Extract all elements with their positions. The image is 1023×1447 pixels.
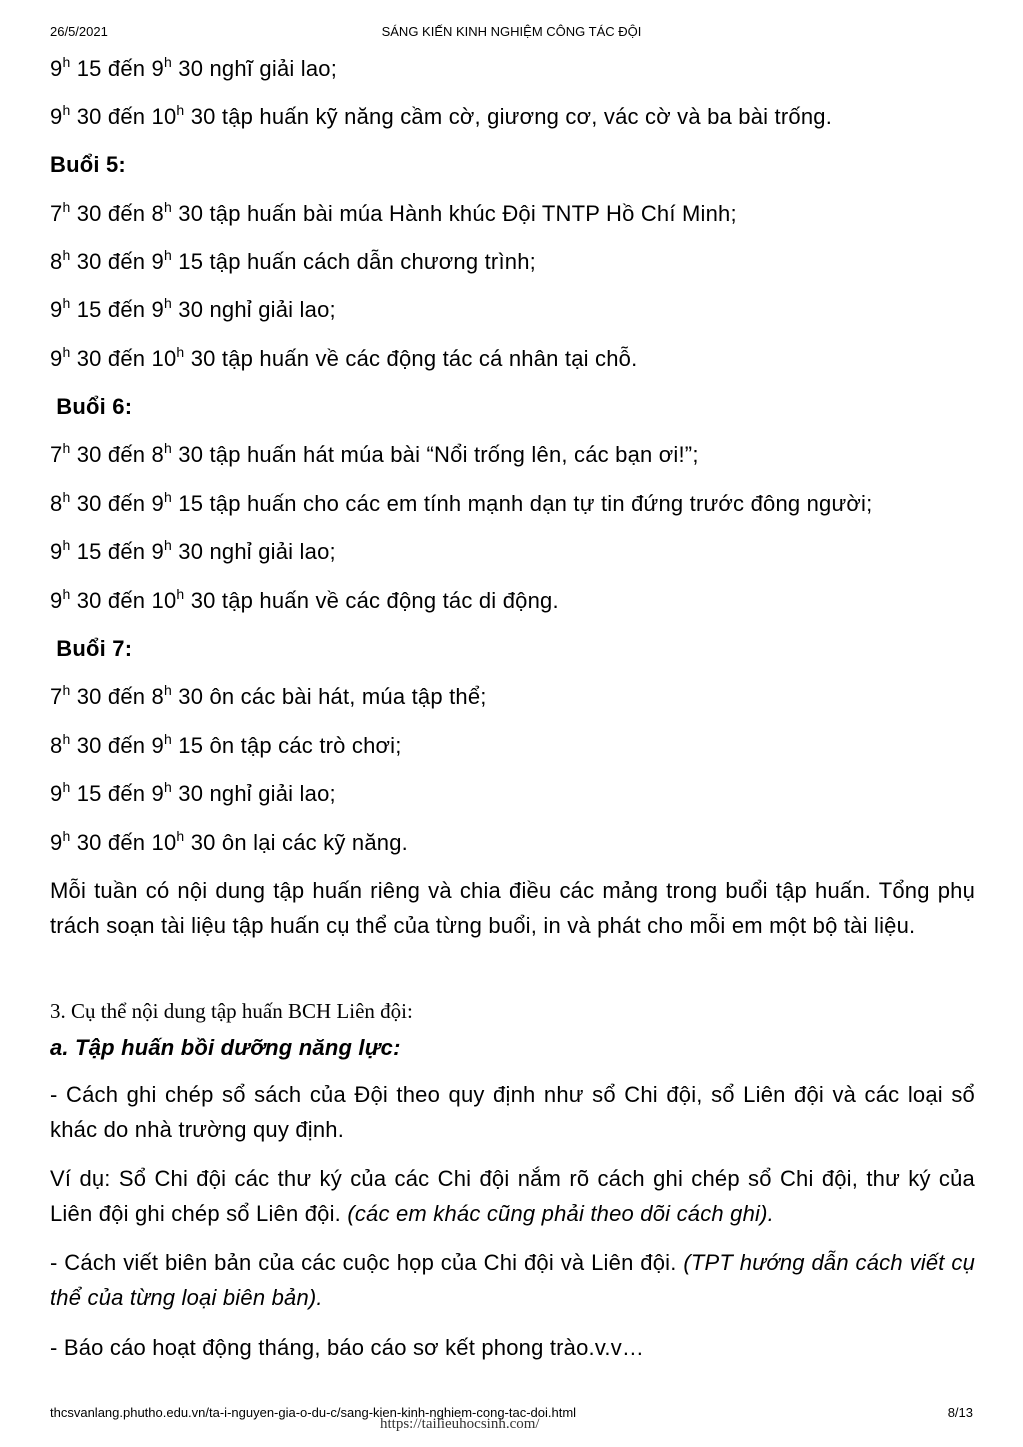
bullet-paragraph: - Cách ghi chép sổ sách của Đội theo quy định như sổ Chi đội, sổ Liên đội và các loại sổ khác do nhà trường quy định. <box>50 1082 975 1142</box>
header-title: SÁNG KIẾN KINH NGHIỆM CÔNG TÁC ĐỘI <box>381 24 642 39</box>
schedule-line: 9$^h$ 30 đến 10$^h$ 30 tập huấn kỹ năng cầm cờ, giương cơ, vác cờ và ba bài trống. <box>50 102 833 129</box>
schedule-line: 9$^h$ 15 đến 9$^h$ 30 nghỉ giải lao; <box>50 537 336 564</box>
bullet-paragraph: - Báo cáo hoạt động tháng, báo cáo sơ kết phong trào.v.v… <box>50 1335 645 1360</box>
schedule-line: 8$^h$ 30 đến 9$^h$ 15 ôn tập các trò chơi; <box>50 731 402 758</box>
session-title: Buổi 5: <box>50 152 126 177</box>
schedule-line: 8$^h$ 30 đến 9$^h$ 15 tập huấn cách dẫn chương trình; <box>50 247 536 274</box>
watermark: https://tailieuhocsinh.com/ <box>380 1416 540 1432</box>
example-paragraph: Ví dụ: Sổ Chi đội các thư ký của các Chi đội nắm rõ cách ghi chép sổ Chi đội, thư ký của Liên đội ghi chép sổ Liên đội. (các em khác cũng phải theo dõi cách ghi). <box>50 1166 975 1226</box>
section-heading: 3. Cụ thể nội dung tập huấn BCH Liên đội: <box>50 999 413 1023</box>
schedule-line: 7$^h$ 30 đến 8$^h$ 30 ôn các bài hát, múa tập thể; <box>50 682 487 709</box>
schedule-line: 9$^h$ 30 đến 10$^h$ 30 tập huấn về các động tác di động. <box>50 586 559 613</box>
summary-paragraph: Mỗi tuần có nội dung tập huấn riêng và chia điều các mảng trong buổi tập huấn. Tổng phụ trách soạn tài liệu tập huấn cụ thể của từng buổi, in và phát cho mỗi em một bộ tài liệu. <box>50 878 975 938</box>
session-title: Buổi 6: <box>50 394 133 419</box>
schedule-line: 7$^h$ 30 đến 8$^h$ 30 tập huấn bài múa Hành khúc Đội TNTP Hồ Chí Minh; <box>50 199 737 226</box>
footer-url[interactable]: thcsvanlang.phutho.edu.vn/ta-i-nguyen-gia-o-du-c/sang-kien-kinh-nghiem-cong-tac-doi.html <box>50 1405 577 1420</box>
schedule-line: 7$^h$ 30 đến 8$^h$ 30 tập huấn hát múa bài “Nổi trống lên, các bạn ơi!”; <box>50 440 699 467</box>
schedule-line: 8$^h$ 30 đến 9$^h$ 15 tập huấn cho các em tính mạnh dạn tự tin đứng trước đông người; <box>50 489 873 516</box>
schedule-line: 9$^h$ 15 đến 9$^h$ 30 nghĩ giải lao; <box>50 54 338 81</box>
schedule-line: 9$^h$ 15 đến 9$^h$ 30 nghỉ giải lao; <box>50 779 336 806</box>
schedule-line: 9$^h$ 30 đến 10$^h$ 30 tập huấn về các động tác cá nhân tại chỗ. <box>50 344 638 371</box>
subsection-heading: a. Tập huấn bồi dưỡng năng lực: <box>50 1035 401 1060</box>
bullet-paragraph: - Cách viết biên bản của các cuộc họp của Chi đội và Liên đội. (TPT hướng dẫn cách viết cụ thể của từng loại biên bản). <box>50 1250 976 1310</box>
schedule-line: 9$^h$ 30 đến 10$^h$ 30 ôn lại các kỹ năng. <box>50 828 408 855</box>
header-date: 26/5/2021 <box>50 24 108 39</box>
page-number: 8/13 <box>947 1405 973 1420</box>
session-title: Buổi 7: <box>50 636 133 661</box>
schedule-line: 9$^h$ 15 đến 9$^h$ 30 nghỉ giải lao; <box>50 295 336 322</box>
